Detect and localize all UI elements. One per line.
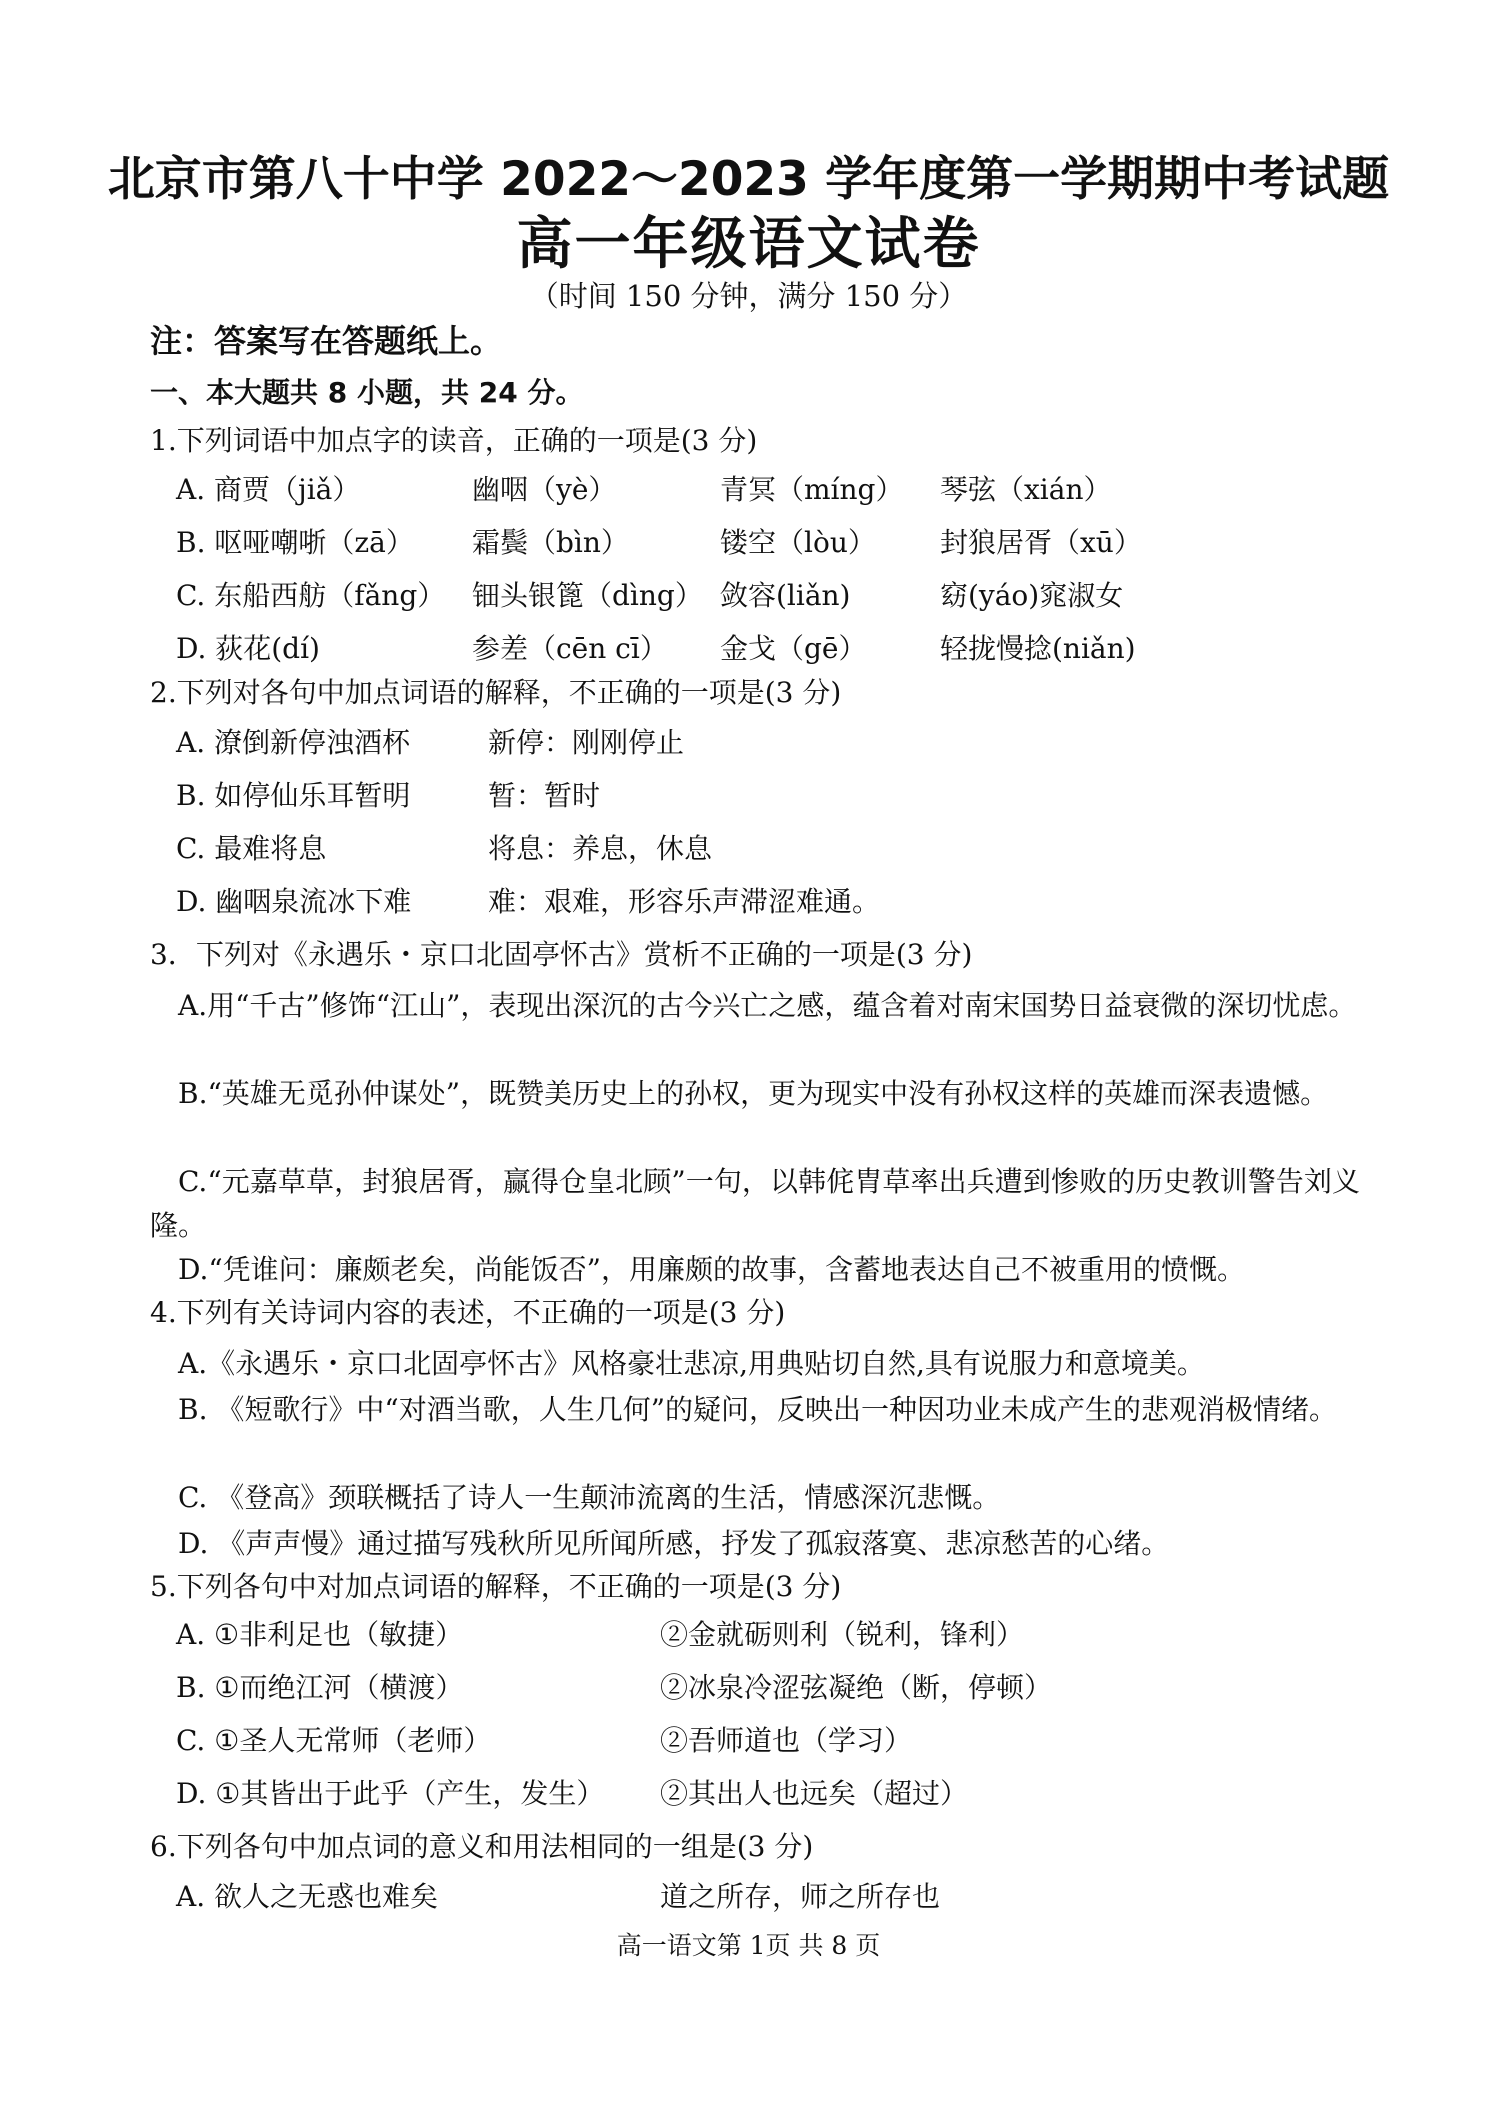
q3-option-d: D.“凭谁问：廉颇老矣，尚能饭否”，用廉颇的故事，含蓄地表达自己不被重用的愤慨。	[178, 1253, 1245, 1286]
q1-option-b-2: 霜鬓（bìn）	[472, 526, 629, 559]
q5-option-c-1: C. ①圣人无常师（老师）	[176, 1724, 492, 1757]
q1-option-a-1: A. 商贾（jiǎ）	[176, 473, 361, 506]
q6-option-a-2: 道之所存，师之所存也	[660, 1880, 941, 1913]
q5-option-b-1: B. ①而绝江河（横渡）	[176, 1671, 464, 1704]
q6-option-a-1: A. 欲人之无惑也难矣	[176, 1880, 439, 1913]
time-note: （时间 150 分钟，满分 150 分）	[529, 279, 968, 313]
question-1-stem: 1.下列词语中加点字的读音，正确的一项是(3 分)	[150, 424, 758, 457]
q5-option-a-1: A. ①非利足也（敏捷）	[176, 1618, 464, 1651]
q5-option-d-1: D. ①其皆出于此乎（产生，发生）	[176, 1777, 605, 1810]
q1-option-c-3: 敛容(liǎn)	[720, 579, 851, 612]
q2-option-c-gloss: 将息：养息，休息	[488, 832, 713, 865]
page-footer: 高一语文第 1页 共 8 页	[616, 1931, 881, 1960]
q1-option-d-1: D. 荻花(dí)	[176, 632, 320, 665]
answer-notice: 注：答案写在答题纸上。	[150, 322, 503, 360]
q1-option-a-3: 青冥（míng）	[720, 473, 904, 506]
q5-option-a-2: ②金就砺则利（锐利，锋利）	[660, 1618, 1025, 1651]
q5-option-c-2: ②吾师道也（学习）	[660, 1724, 913, 1757]
question-3-stem: 3．下列对《永遇乐・京口北固亭怀古》赏析不正确的一项是(3 分)	[150, 938, 973, 971]
question-5-stem: 5.下列各句中对加点词语的解释，不正确的一项是(3 分)	[150, 1570, 842, 1603]
q2-option-a-gloss: 新停：刚刚停止	[488, 726, 685, 759]
q4-option-a: A.《永遇乐・京口北固亭怀古》风格豪壮悲凉,用典贴切自然,具有说服力和意境美。	[178, 1347, 1205, 1380]
q1-option-b-1: B. 呕哑嘲哳（zā）	[176, 526, 414, 559]
q1-option-a-2: 幽咽（yè）	[472, 473, 617, 506]
q1-option-d-4: 轻拢慢捻(niǎn)	[940, 632, 1136, 665]
q2-option-b-gloss: 暂：暂时	[488, 779, 601, 812]
q2-option-d-gloss: 难：艰难，形容乐声滞涩难通。	[488, 885, 881, 918]
q3-option-a: A.用“千古”修饰“江山”，表现出深沉的古今兴亡之感，蕴含着对南宋国势日益衰微的深切忧虑。	[178, 989, 1357, 1022]
q1-option-d-2: 参差（cēn cī）	[472, 632, 668, 665]
q1-option-d-3: 金戈（gē）	[720, 632, 867, 665]
question-2-stem: 2.下列对各句中加点词语的解释，不正确的一项是(3 分)	[150, 676, 842, 709]
q1-option-c-1: C. 东船西舫（fǎng）	[176, 579, 446, 612]
paper-title: 高一年级语文试卷	[516, 212, 981, 277]
q4-option-c: C. 《登高》颈联概括了诗人一生颠沛流离的生活，情感深沉悲慨。	[178, 1481, 1001, 1514]
q4-option-d: D. 《声声慢》通过描写残秋所见所闻所感，抒发了孤寂落寞、悲凉愁苦的心绪。	[178, 1527, 1170, 1560]
q4-option-b: B. 《短歌行》中“对酒当歌，人生几何”的疑问，反映出一种因功业未成产生的悲观消极情绪。	[178, 1393, 1338, 1426]
q1-option-b-3: 镂空（lòu）	[720, 526, 876, 559]
q2-option-d: D. 幽咽泉流冰下难	[176, 885, 412, 918]
q3-option-c: C.“元嘉草草，封狼居胥，赢得仓皇北顾”一句，以韩侂胄草率出兵遭到惨败的历史教训警告刘义隆。	[150, 1165, 1360, 1242]
q5-option-b-2: ②冰泉冷涩弦凝绝（断，停顿）	[660, 1671, 1053, 1704]
q2-option-a: A. 潦倒新停浊酒杯	[176, 726, 411, 759]
question-6-stem: 6.下列各句中加点词的意义和用法相同的一组是(3 分)	[150, 1830, 814, 1863]
exam-title: 北京市第八十中学 2022～2023 学年度第一学期期中考试题	[107, 152, 1390, 207]
q1-option-a-4: 琴弦（xián）	[940, 473, 1112, 506]
q2-option-c: C. 最难将息	[176, 832, 327, 865]
q1-option-c-4: 窈(yáo)窕淑女	[940, 579, 1124, 612]
q2-option-b: B. 如停仙乐耳暂明	[176, 779, 411, 812]
q1-option-b-4: 封狼居胥（xū）	[940, 526, 1142, 559]
section-heading: 一、本大题共 8 小题，共 24 分。	[150, 376, 584, 409]
q3-option-b: B.“英雄无觅孙仲谋处”，既赞美历史上的孙权，更为现实中没有孙权这样的英雄而深表遗憾。	[178, 1077, 1329, 1110]
question-4-stem: 4.下列有关诗词内容的表述，不正确的一项是(3 分)	[150, 1296, 786, 1329]
q1-option-c-2: 钿头银篦（dìng）	[472, 579, 703, 612]
q5-option-d-2: ②其出人也远矣（超过）	[660, 1777, 969, 1810]
